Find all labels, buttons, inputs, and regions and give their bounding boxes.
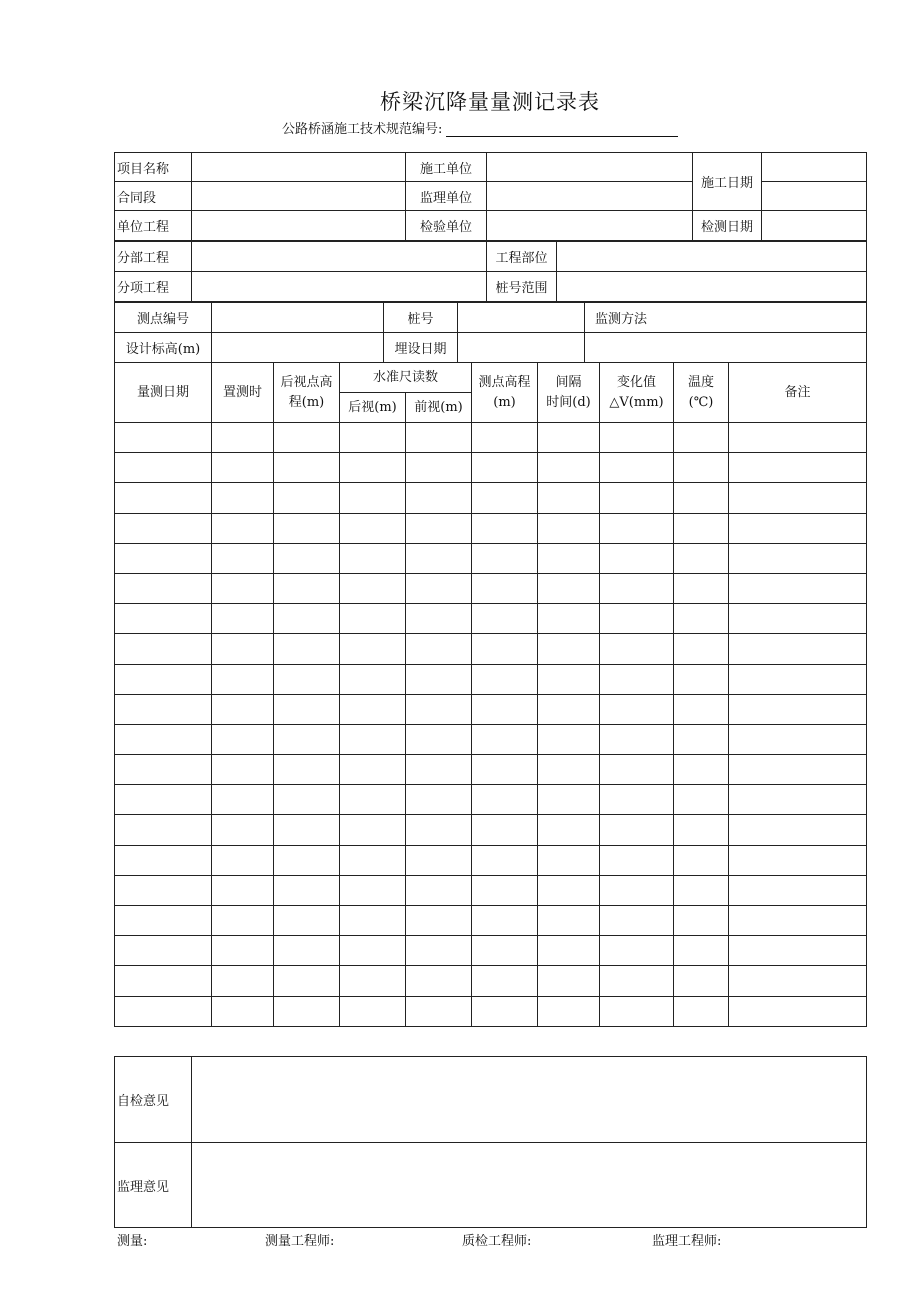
stake-no-field[interactable] [458,303,585,333]
table-cell[interactable] [340,724,406,754]
table-row [115,664,867,694]
table-cell[interactable] [674,845,729,875]
table-cell[interactable] [274,906,340,936]
table-cell[interactable] [274,875,340,905]
bury-date-field[interactable] [458,333,585,363]
table-row [115,694,867,724]
table-cell[interactable] [600,936,674,966]
table-cell[interactable] [600,604,674,634]
table-cell[interactable] [538,483,600,513]
table-cell[interactable] [674,724,729,754]
subitem-project-field[interactable] [192,272,487,302]
table-cell[interactable] [340,423,406,453]
table-cell[interactable] [406,875,472,905]
table-row [115,423,867,453]
col-date-header: 量测日期 [115,363,212,423]
table-cell[interactable] [538,423,600,453]
table-cell[interactable] [274,573,340,603]
table-cell[interactable] [729,634,867,664]
table-cell[interactable] [538,453,600,483]
supervision-unit-field[interactable] [487,182,693,211]
table-cell[interactable] [600,423,674,453]
opinions-table [114,1056,867,1228]
col-remark-header: 备注 [729,363,867,423]
table-cell[interactable] [274,845,340,875]
table-cell[interactable] [406,573,472,603]
table-cell[interactable] [212,906,274,936]
table-cell[interactable] [472,755,538,785]
contract-section-field[interactable] [192,182,406,211]
table-row [115,906,867,936]
col-temperature-line2: (℃) [688,394,714,410]
table-cell[interactable] [212,966,274,996]
stake-range-label: 桩号范围 [487,272,557,302]
table-cell[interactable] [729,785,867,815]
supervision-engineer-signature-label: 监理工程师: [652,1234,722,1249]
table-cell[interactable] [406,543,472,573]
table-cell[interactable] [729,573,867,603]
table-cell[interactable] [472,996,538,1026]
table-cell[interactable] [406,785,472,815]
table-cell[interactable] [674,755,729,785]
table-cell[interactable] [729,453,867,483]
table-cell[interactable] [340,604,406,634]
design-elevation-label: 设计标高(m) [115,333,212,363]
table-cell[interactable] [212,423,274,453]
col-change-line2: △V(mm) [609,394,664,410]
table-cell[interactable] [472,573,538,603]
table-cell[interactable] [600,845,674,875]
table-cell[interactable] [406,634,472,664]
table-cell[interactable] [729,966,867,996]
table-cell[interactable] [600,513,674,543]
col-change-line1: 变化值 [617,374,657,390]
table-cell[interactable] [212,573,274,603]
table-cell[interactable] [674,906,729,936]
table-cell[interactable] [674,815,729,845]
table-cell[interactable] [115,694,212,724]
table-cell[interactable] [274,936,340,966]
table-row [115,604,867,634]
table-cell[interactable] [274,664,340,694]
bury-date-label: 埋设日期 [384,333,458,363]
table-cell[interactable] [674,996,729,1026]
table-cell[interactable] [115,483,212,513]
table-cell[interactable] [729,996,867,1026]
table-cell[interactable] [274,724,340,754]
table-cell[interactable] [115,634,212,664]
table-cell[interactable] [406,423,472,453]
table-cell[interactable] [340,664,406,694]
table-cell[interactable] [538,936,600,966]
table-cell[interactable] [340,634,406,664]
unit-project-field[interactable] [192,211,406,241]
table-cell[interactable] [674,664,729,694]
construction-date-label: 施工日期 [693,153,762,211]
project-name-field[interactable] [192,153,406,182]
table-row [115,543,867,573]
table-row [115,845,867,875]
table-cell[interactable] [600,755,674,785]
table-cell[interactable] [674,875,729,905]
table-cell[interactable] [406,966,472,996]
table-cell[interactable] [674,966,729,996]
supervision-opinion-label: 监理意见 [115,1143,192,1228]
table-cell[interactable] [212,694,274,724]
table-cell[interactable] [340,573,406,603]
table-cell[interactable] [472,845,538,875]
point-no-field[interactable] [212,303,384,333]
table-cell[interactable] [538,845,600,875]
table-cell[interactable] [674,453,729,483]
table-cell[interactable] [115,513,212,543]
contract-section-label: 合同段 [115,182,192,211]
table-cell[interactable] [472,815,538,845]
table-cell[interactable] [115,936,212,966]
table-cell[interactable] [115,815,212,845]
spec-number-field[interactable] [446,122,678,137]
table-cell[interactable] [406,845,472,875]
construction-date-field[interactable] [762,153,867,182]
table-cell[interactable] [115,724,212,754]
table-cell[interactable] [212,875,274,905]
table-cell[interactable] [406,694,472,724]
table-cell[interactable] [600,453,674,483]
table-cell[interactable] [600,785,674,815]
table-cell[interactable] [274,996,340,1026]
project-info-table [114,152,867,241]
table-cell[interactable] [472,906,538,936]
table-cell[interactable] [674,634,729,664]
table-cell[interactable] [340,453,406,483]
table-cell[interactable] [115,453,212,483]
table-cell[interactable] [674,785,729,815]
table-row [115,936,867,966]
table-cell[interactable] [674,604,729,634]
table-cell[interactable] [538,573,600,603]
table-cell[interactable] [340,543,406,573]
table-cell[interactable] [406,936,472,966]
table-cell[interactable] [115,573,212,603]
col-back-elevation-line2: 程(m) [288,394,325,410]
table-cell[interactable] [406,483,472,513]
spec-number-label [282,118,678,137]
table-cell[interactable] [212,845,274,875]
table-row [115,755,867,785]
col-fore-sight-header: 前视(m) [406,393,472,423]
table-cell[interactable] [212,513,274,543]
table-cell[interactable] [340,996,406,1026]
table-cell[interactable] [274,483,340,513]
table-cell[interactable] [674,694,729,724]
table-cell[interactable] [274,604,340,634]
table-cell[interactable] [538,755,600,785]
table-cell[interactable] [600,664,674,694]
col-interval-line1: 间隔 [555,374,582,390]
table-cell[interactable] [340,483,406,513]
table-cell[interactable] [212,543,274,573]
table-row [115,966,867,996]
table-cell[interactable] [212,664,274,694]
table-cell[interactable] [212,815,274,845]
table-cell[interactable] [674,483,729,513]
subitem-project-label: 分项工程 [115,272,192,302]
table-cell[interactable] [115,906,212,936]
table-cell[interactable] [212,785,274,815]
table-row [115,875,867,905]
table-cell[interactable] [406,906,472,936]
table-cell[interactable] [274,694,340,724]
measuring-point-table [114,302,867,363]
table-cell[interactable] [472,604,538,634]
table-cell[interactable] [274,966,340,996]
table-cell[interactable] [115,604,212,634]
table-cell[interactable] [674,423,729,453]
measurement-table [114,362,867,1027]
table-cell[interactable] [406,513,472,543]
table-cell[interactable] [274,423,340,453]
table-cell[interactable] [472,966,538,996]
monitor-method-label: 监测方法 [585,303,867,333]
table-cell[interactable] [729,875,867,905]
supervision-opinion-field[interactable] [192,1143,867,1228]
project-name-label: 项目名称 [115,153,192,182]
table-cell[interactable] [406,453,472,483]
table-cell[interactable] [212,453,274,483]
table-cell[interactable] [674,543,729,573]
table-cell[interactable] [340,875,406,905]
table-cell[interactable] [538,634,600,664]
table-row [115,573,867,603]
table-cell[interactable] [212,634,274,664]
table-cell[interactable] [115,664,212,694]
table-cell[interactable] [729,664,867,694]
table-cell[interactable] [406,664,472,694]
table-cell[interactable] [538,906,600,936]
inspection-unit-label: 检验单位 [406,211,487,241]
col-change-header [600,363,674,423]
project-location-label: 工程部位 [487,242,557,272]
col-interval-line2: 时间(d) [546,394,591,410]
inspection-date-field[interactable] [762,211,867,241]
table-cell[interactable] [340,513,406,543]
table-cell[interactable] [729,724,867,754]
table-row [115,785,867,815]
table-cell[interactable] [212,936,274,966]
col-level-reading-header: 水准尺读数 [340,363,472,393]
table-cell[interactable] [729,755,867,785]
table-cell[interactable] [340,694,406,724]
table-cell[interactable] [212,604,274,634]
table-cell[interactable] [674,936,729,966]
col-interval-header [538,363,600,423]
point-no-label: 测点编号 [115,303,212,333]
table-cell[interactable] [600,996,674,1026]
table-cell[interactable] [600,906,674,936]
table-row [115,815,867,845]
inspection-date-label: 检测日期 [693,211,762,241]
inspection-unit-field[interactable] [487,211,693,241]
table-cell[interactable] [538,664,600,694]
table-cell[interactable] [340,966,406,996]
table-cell[interactable] [115,785,212,815]
table-cell[interactable] [406,996,472,1026]
table-row [115,634,867,664]
table-cell[interactable] [538,513,600,543]
table-cell[interactable] [212,483,274,513]
monitor-method-field[interactable] [585,333,867,363]
table-cell[interactable] [600,966,674,996]
table-cell[interactable] [538,543,600,573]
table-cell[interactable] [538,996,600,1026]
table-cell[interactable] [274,513,340,543]
divisional-project-label: 分部工程 [115,242,192,272]
table-row [115,996,867,1026]
table-cell[interactable] [472,483,538,513]
table-cell[interactable] [472,785,538,815]
table-cell[interactable] [340,845,406,875]
table-cell[interactable] [115,845,212,875]
col-temperature-line1: 温度 [688,374,715,390]
table-cell[interactable] [115,423,212,453]
project-location-field[interactable] [557,242,867,272]
table-cell[interactable] [115,875,212,905]
table-cell[interactable] [340,906,406,936]
table-row [115,513,867,543]
table-cell[interactable] [340,785,406,815]
table-cell[interactable] [538,604,600,634]
form-title: 桥梁沉降量量测记录表 [380,90,600,114]
table-cell[interactable] [472,634,538,664]
construction-unit-label: 施工单位 [406,153,487,182]
table-cell[interactable] [115,543,212,573]
col-point-elevation-header [472,363,538,423]
table-cell[interactable] [472,664,538,694]
table-cell[interactable] [538,694,600,724]
table-cell[interactable] [729,543,867,573]
col-back-elevation-header [274,363,340,423]
table-cell[interactable] [729,815,867,845]
table-cell[interactable] [115,755,212,785]
table-cell[interactable] [729,906,867,936]
table-cell[interactable] [472,694,538,724]
table-cell[interactable] [674,573,729,603]
col-back-sight-header: 后视(m) [340,393,406,423]
table-cell[interactable] [274,634,340,664]
table-cell[interactable] [472,936,538,966]
col-back-elevation-line1: 后视点高 [280,374,333,390]
table-cell[interactable] [115,966,212,996]
table-cell[interactable] [729,423,867,453]
table-cell[interactable] [600,815,674,845]
design-elevation-field[interactable] [212,333,384,363]
unit-project-label: 单位工程 [115,211,192,241]
construction-unit-field[interactable] [487,153,693,182]
qc-engineer-signature-label: 质检工程师: [462,1234,532,1249]
table-cell[interactable] [538,875,600,905]
table-cell[interactable] [600,483,674,513]
table-cell[interactable] [406,604,472,634]
table-cell[interactable] [274,453,340,483]
supervision-unit-label: 监理单位 [406,182,487,211]
table-cell[interactable] [212,724,274,754]
survey-signature-label: 测量: [117,1234,148,1249]
table-cell[interactable] [406,755,472,785]
table-cell[interactable] [729,845,867,875]
self-check-field[interactable] [192,1057,867,1143]
table-cell[interactable] [274,815,340,845]
table-cell[interactable] [340,815,406,845]
table-cell[interactable] [472,875,538,905]
table-cell[interactable] [729,604,867,634]
project-division-table [114,241,867,302]
table-cell[interactable] [600,634,674,664]
table-cell[interactable] [674,513,729,543]
table-cell[interactable] [600,724,674,754]
table-cell[interactable] [274,785,340,815]
col-time-header: 置测时 [212,363,274,423]
table-cell[interactable] [274,543,340,573]
table-cell[interactable] [729,483,867,513]
table-cell[interactable] [274,755,340,785]
table-cell[interactable] [538,724,600,754]
table-cell[interactable] [340,755,406,785]
col-point-elevation-line1: 测点高程 [478,374,531,390]
table-row [115,724,867,754]
stake-range-field[interactable] [557,272,867,302]
table-cell[interactable] [729,694,867,724]
self-check-label: 自检意见 [115,1057,192,1143]
table-cell[interactable] [600,875,674,905]
table-cell[interactable] [538,966,600,996]
col-point-elevation-line2: (m) [493,394,516,410]
table-cell[interactable] [538,815,600,845]
table-cell[interactable] [406,724,472,754]
table-row [115,453,867,483]
table-cell[interactable] [472,513,538,543]
divisional-project-field[interactable] [192,242,487,272]
table-cell[interactable] [600,694,674,724]
table-cell[interactable] [212,755,274,785]
table-cell[interactable] [472,453,538,483]
table-cell[interactable] [472,724,538,754]
construction-date-field-2[interactable] [762,182,867,211]
survey-engineer-signature-label: 测量工程师: [265,1234,335,1249]
table-cell[interactable] [472,423,538,453]
spec-number-text: 公路桥涵施工技术规范编号: [282,122,443,137]
table-cell[interactable] [406,815,472,845]
table-cell[interactable] [212,996,274,1026]
table-cell[interactable] [472,543,538,573]
table-cell[interactable] [340,936,406,966]
table-cell[interactable] [115,996,212,1026]
table-cell[interactable] [600,543,674,573]
table-cell[interactable] [729,513,867,543]
table-cell[interactable] [600,573,674,603]
stake-no-label: 桩号 [384,303,458,333]
measurement-rows [115,423,867,1027]
table-cell[interactable] [729,936,867,966]
table-cell[interactable] [538,785,600,815]
col-temperature-header [674,363,729,423]
table-row [115,483,867,513]
